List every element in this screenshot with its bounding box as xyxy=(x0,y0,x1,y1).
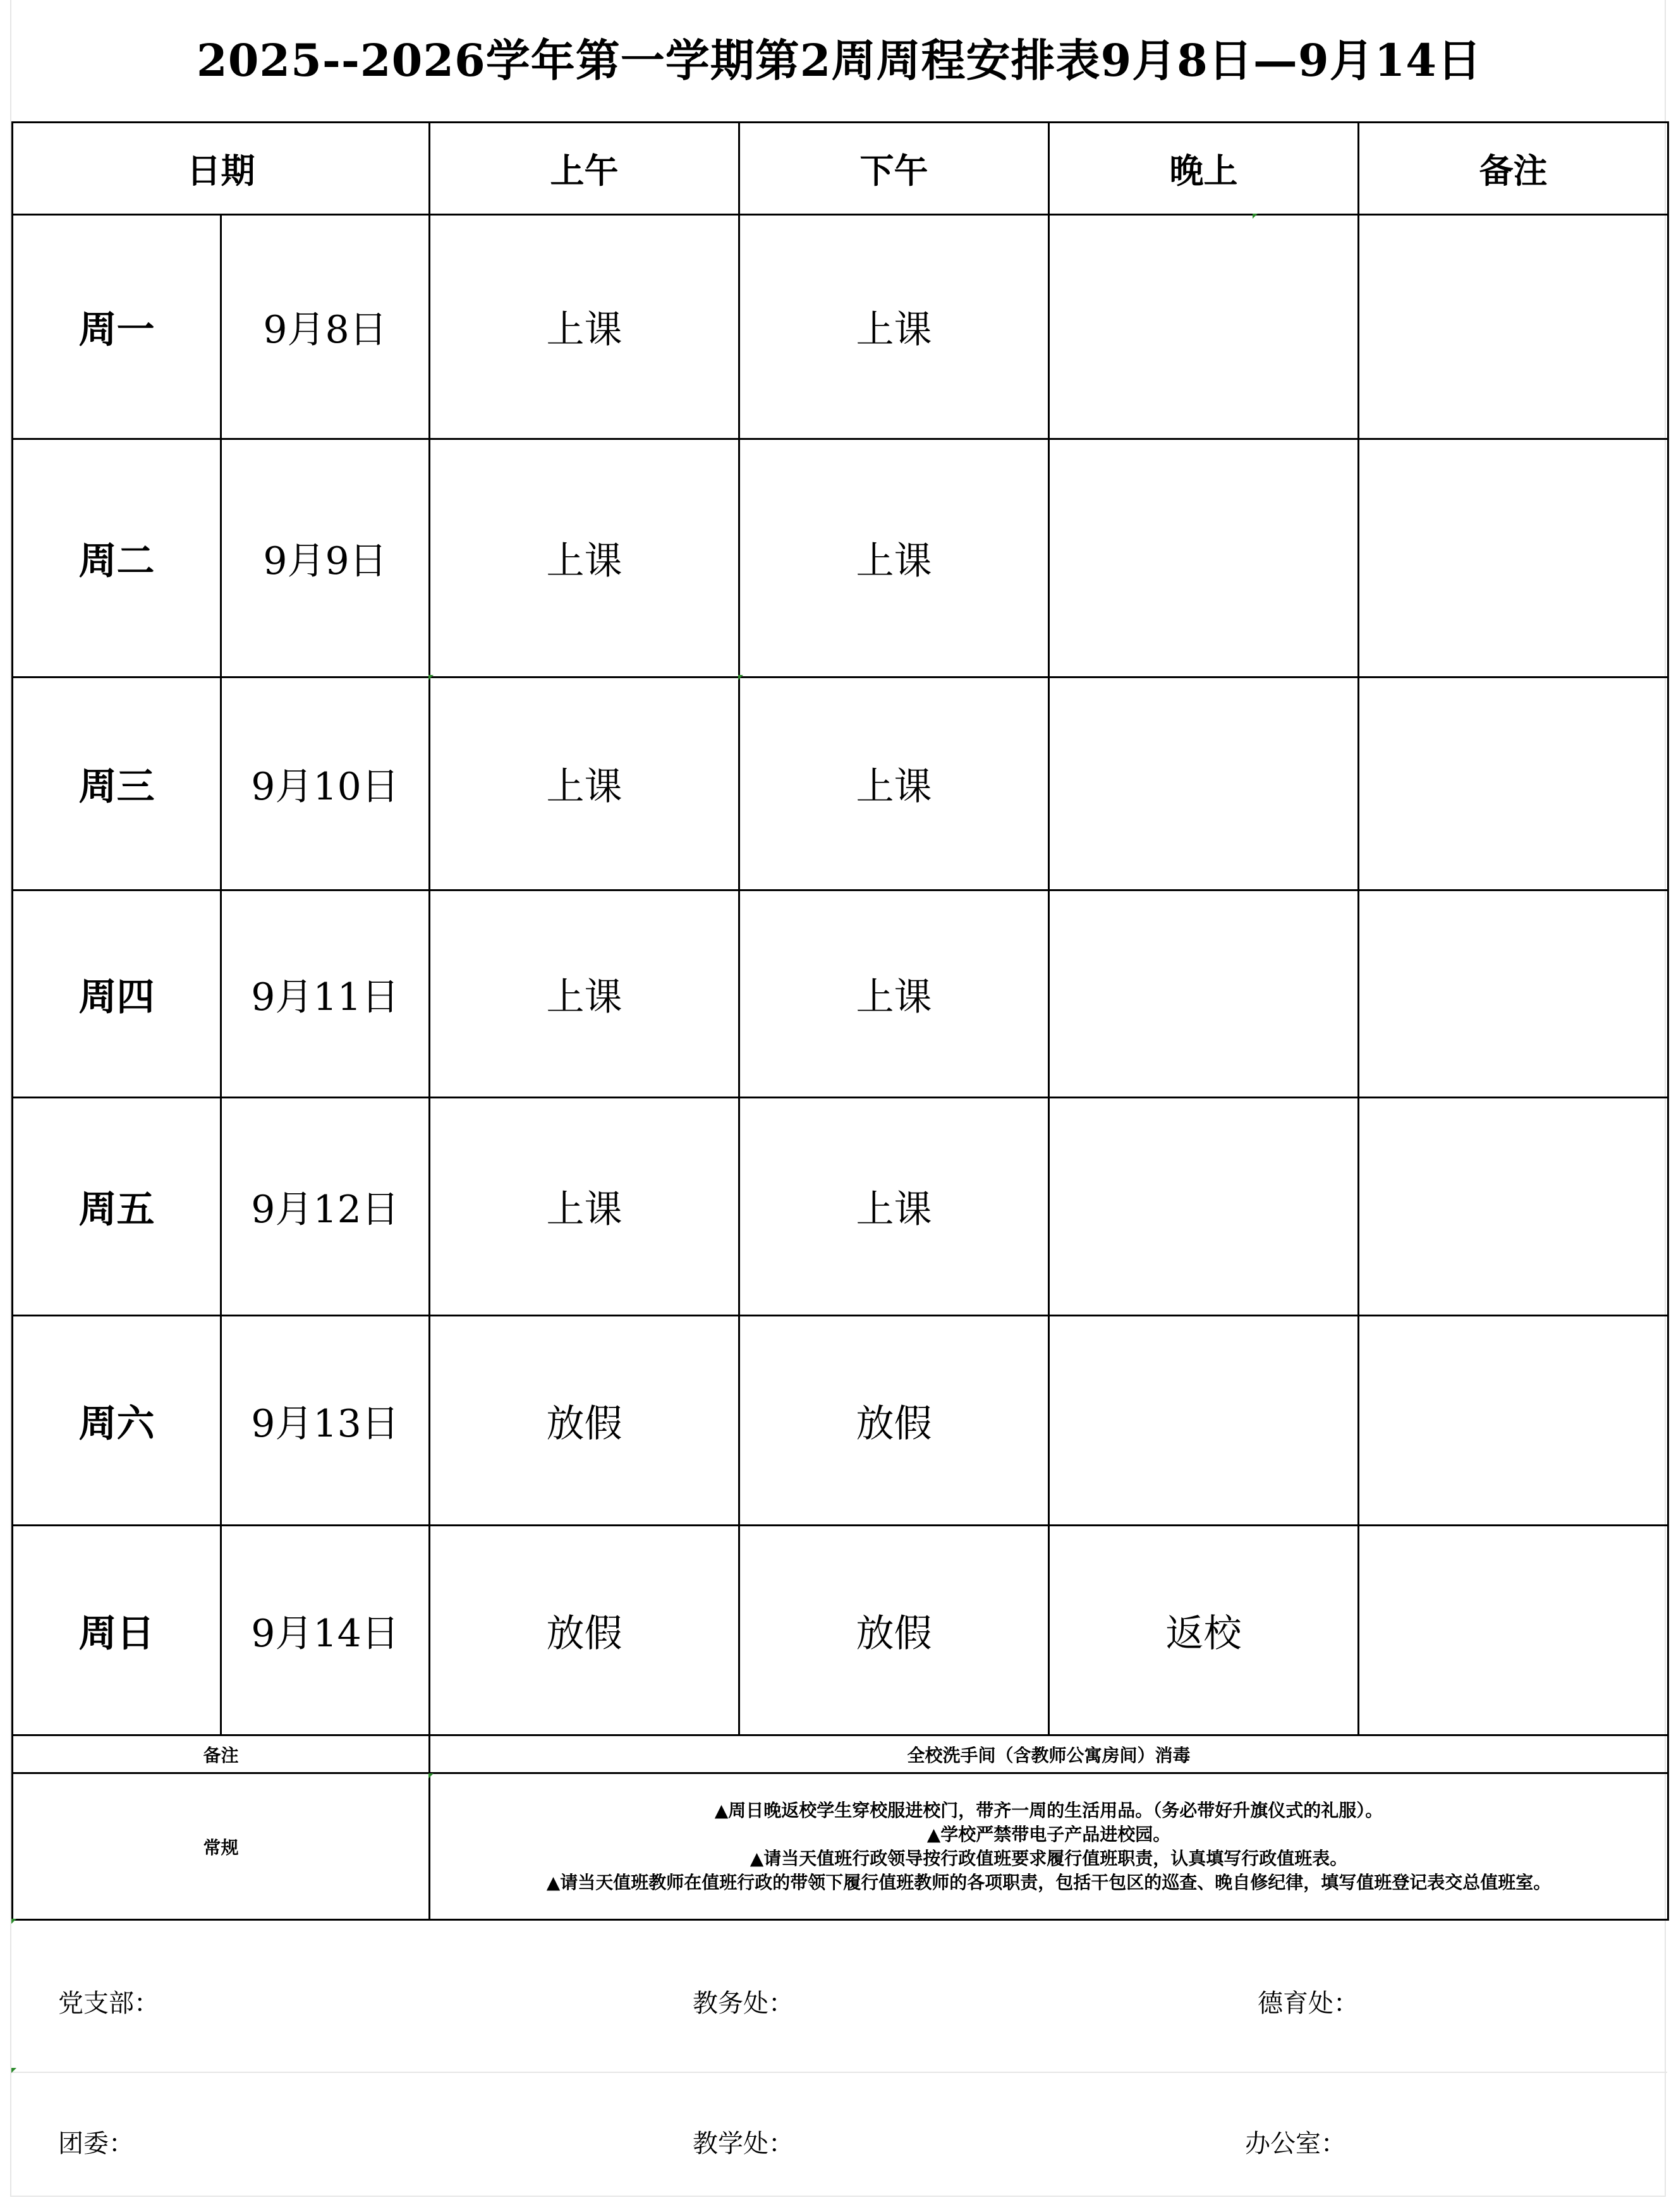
afternoon-cell: 放假 xyxy=(739,1316,1049,1526)
table-row xyxy=(13,1316,1668,1526)
signature-youth-league: 团委： xyxy=(58,2129,134,2158)
date-cell: 9月14日 xyxy=(221,1526,430,1735)
regular-line: ▲请当天值班教师在值班行政的带领下履行值班教师的各项职责，包括干包区的巡查、晚自修纪律，填写值班登记表交总值班室。 xyxy=(546,1871,1552,1893)
table-header-row xyxy=(13,123,1668,215)
cell-comment-marker xyxy=(11,2068,16,2073)
notes-label: 备注 xyxy=(13,1735,430,1773)
evening-cell xyxy=(1049,1316,1359,1526)
weekday-cell: 周日 xyxy=(13,1526,221,1735)
cell-comment-marker xyxy=(1253,214,1258,219)
morning-cell: 上课 xyxy=(430,439,739,678)
regular-line: ▲请当天值班行政领导按行政值班要求履行值班职责，认真填写行政值班表。 xyxy=(750,1847,1348,1869)
signature-row-2 xyxy=(11,2067,1667,2212)
signature-academic-affairs: 教务处： xyxy=(693,1989,794,2018)
regular-text xyxy=(430,1773,1668,1920)
header-afternoon: 下午 xyxy=(739,123,1049,215)
signature-general-office: 办公室： xyxy=(1245,2129,1346,2158)
remark-cell xyxy=(1359,890,1668,1098)
evening-cell: 返校 xyxy=(1049,1526,1359,1735)
afternoon-cell: 上课 xyxy=(739,678,1049,890)
evening-cell xyxy=(1049,678,1359,890)
date-cell: 9月13日 xyxy=(221,1316,430,1526)
schedule-sheet xyxy=(10,0,1666,2197)
regular-label: 常规 xyxy=(13,1773,430,1920)
date-cell: 9月11日 xyxy=(221,890,430,1098)
table-row xyxy=(13,1526,1668,1735)
remark-cell xyxy=(1359,678,1668,890)
date-cell: 9月8日 xyxy=(221,215,430,439)
cell-comment-marker xyxy=(738,675,743,680)
header-evening: 晚上 xyxy=(1049,123,1359,215)
schedule-table xyxy=(11,121,1669,1921)
table-row xyxy=(13,439,1668,678)
remark-cell xyxy=(1359,1098,1668,1316)
evening-cell xyxy=(1049,1098,1359,1316)
header-morning: 上午 xyxy=(430,123,739,215)
header-date: 日期 xyxy=(13,123,430,215)
remark-cell xyxy=(1359,1316,1668,1526)
table-row xyxy=(13,890,1668,1098)
weekday-cell: 周二 xyxy=(13,439,221,678)
signature-teaching-office: 教学处： xyxy=(693,2129,794,2158)
regular-line: ▲周日晚返校学生穿校服进校门，带齐一周的生活用品。（务必带好升旗仪式的礼服）。 xyxy=(714,1799,1383,1821)
weekday-cell: 周五 xyxy=(13,1098,221,1316)
table-row xyxy=(13,215,1668,439)
weekday-cell: 周四 xyxy=(13,890,221,1098)
notes-row xyxy=(13,1735,1668,1773)
header-remarks: 备注 xyxy=(1359,123,1668,215)
date-cell: 9月12日 xyxy=(221,1098,430,1316)
signature-row-1 xyxy=(11,1926,1667,2073)
evening-cell xyxy=(1049,890,1359,1098)
regular-line: ▲学校严禁带电子产品进校园。 xyxy=(926,1823,1171,1845)
remark-cell xyxy=(1359,439,1668,678)
remark-cell xyxy=(1359,1526,1668,1735)
weekday-cell: 周一 xyxy=(13,215,221,439)
date-cell: 9月10日 xyxy=(221,678,430,890)
notes-text: 全校洗手间（含教师公寓房间）消毒 xyxy=(430,1735,1668,1773)
afternoon-cell: 放假 xyxy=(739,1526,1049,1735)
afternoon-cell: 上课 xyxy=(739,890,1049,1098)
cell-comment-marker xyxy=(428,675,434,680)
remark-cell xyxy=(1359,215,1668,439)
afternoon-cell: 上课 xyxy=(739,1098,1049,1316)
cell-comment-marker xyxy=(428,1773,434,1778)
morning-cell: 上课 xyxy=(430,215,739,439)
page-title: 2025--2026学年第一学期第2周周程安排表9月8日—9月14日 xyxy=(197,34,1482,87)
morning-cell: 上课 xyxy=(430,890,739,1098)
cell-comment-marker xyxy=(11,1919,16,1924)
morning-cell: 放假 xyxy=(430,1526,739,1735)
morning-cell: 上课 xyxy=(430,678,739,890)
table-row xyxy=(13,678,1668,890)
evening-cell xyxy=(1049,215,1359,439)
signature-party-branch: 党支部： xyxy=(58,1989,159,2018)
signature-moral-education: 德育处： xyxy=(1258,1989,1359,2018)
weekday-cell: 周六 xyxy=(13,1316,221,1526)
table-row xyxy=(13,1098,1668,1316)
morning-cell: 放假 xyxy=(430,1316,739,1526)
morning-cell: 上课 xyxy=(430,1098,739,1316)
date-cell: 9月9日 xyxy=(221,439,430,678)
regular-row xyxy=(13,1773,1668,1920)
weekday-cell: 周三 xyxy=(13,678,221,890)
afternoon-cell: 上课 xyxy=(739,215,1049,439)
afternoon-cell: 上课 xyxy=(739,439,1049,678)
evening-cell xyxy=(1049,439,1359,678)
